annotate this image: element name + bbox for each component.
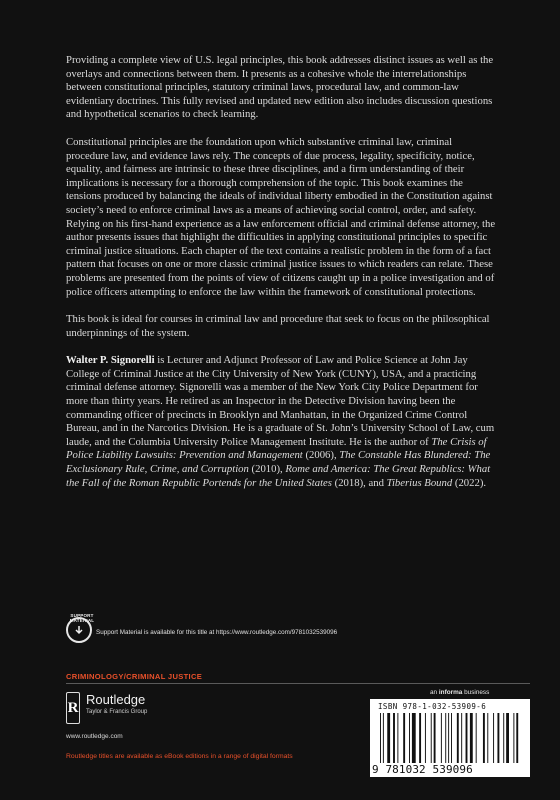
barcode-bar: [461, 713, 462, 763]
barcode-bar: [409, 713, 410, 763]
publisher-logo: [66, 692, 246, 732]
barcode-bar: [516, 713, 518, 763]
barcode-bar: [451, 713, 452, 763]
author-book-year: (2018), and: [331, 476, 387, 489]
barcode-bars: [380, 713, 520, 763]
description-paragraph-3: This book is ideal for courses in criminal law and procedure that seek to focus on the philosophical underpinnings of the system.: [66, 313, 490, 339]
barcode: [370, 699, 530, 777]
informa-prefix: an: [430, 689, 439, 696]
publisher-group: Taylor & Francis Group: [86, 709, 148, 715]
barcode-bar: [393, 713, 395, 763]
download-icon: [72, 625, 86, 635]
author-book-year: (2006),: [302, 449, 340, 462]
informa-tagline: [430, 689, 489, 696]
routledge-logo-icon: R: [66, 692, 80, 724]
barcode-bar: [441, 713, 442, 763]
description-paragraph-1: Providing a complete view of U.S. legal principles, this book addresses distinct issues as well as the overlays and connections between them. It presents as a cohesive whole the interrelationships between constitutional principles, statutory criminal laws, procedural law, and common-law evidentiary doctrines. This fully revised and updated new edition also includes discussion questions and hypothetical scenarios to check learning.: [66, 54, 494, 121]
informa-suffix: business: [462, 689, 490, 696]
support-material-link[interactable]: Support Material is available for this title at https://www.routledge.com/9781032539096: [96, 629, 338, 636]
author-book-title: The Crisis of Police Liability Lawsuits: Prevention and Management: [66, 435, 487, 462]
barcode-bar: [383, 713, 384, 763]
subject-category: CRIMINOLOGY/CRIMINAL JUSTICE: [66, 672, 203, 681]
book-description: [66, 54, 496, 490]
author-bio: [66, 354, 496, 490]
barcode-bar: [476, 713, 477, 763]
author-book-title: The Constable Has Blundered: The Exclusionary Rule, Crime, and Corruption: [66, 449, 491, 476]
barcode-bar: [403, 713, 405, 763]
barcode-bar: [397, 713, 398, 763]
support-material-badge-label: SUPPORT MATERIAL: [69, 613, 95, 623]
barcode-bar: [445, 713, 446, 763]
barcode-bar: [483, 713, 485, 763]
barcode-bar: [434, 713, 436, 763]
barcode-bar: [457, 713, 459, 763]
barcode-bar: [419, 713, 421, 763]
barcode-bar: [497, 713, 499, 763]
informa-brand: informa: [438, 689, 463, 696]
author-book-year: (2022).: [452, 476, 487, 489]
barcode-bar: [431, 713, 432, 763]
barcode-bar: [513, 713, 514, 763]
barcode-bar: [412, 713, 416, 763]
barcode-bar: [503, 713, 504, 763]
barcode-bar: [425, 713, 426, 763]
barcode-bar: [470, 713, 473, 763]
isbn-label: ISBN 978-1-032-53909-6: [378, 702, 487, 711]
divider: [66, 683, 530, 684]
barcode-bar: [387, 713, 390, 763]
publisher-name: Routledge: [86, 692, 146, 707]
author-bio-text: is Lecturer and Adjunct Professor of Law and Police Science at John Jay College of Criminal Justice at the City University of New York (CUNY), USA, and a practicing criminal defense attorney. Signorelli was a member of the New York City Police Department for more than thirty years. He retired as an Inspector in the Detective Division having been the commanding officer of precincts in Brooklyn and Manhattan, in the Organized Crime Control Bureau, and in the Narcotics Division. He is a graduate of St. John’s University School of Law, cum laude, and the Columbia University Police Management Institute. He is the author of: [66, 354, 495, 448]
author-name: Walter P. Signorelli: [66, 354, 155, 367]
isbn-digits: 9 781032 539096: [372, 763, 473, 776]
barcode-bar: [380, 713, 381, 763]
support-material-block: [66, 613, 506, 647]
barcode-bar: [466, 713, 468, 763]
barcode-bar: [493, 713, 494, 763]
support-material-icon: [66, 613, 95, 643]
description-paragraph-2: Constitutional principles are the foundation upon which substantive criminal law, criminal procedure law, and evidence laws rely. The concepts of due process, legality, specificity, notice, equality, and fairness are intrinsic to these three disciplines, and a firm understanding of their implications is necessary for a thorough comprehension of the topic. This book examines the tensions produced by balancing the ideals of individual liberty embodied in the Constitution against society’s need to enforce criminal laws as a means of achieving social control, order, and safety. Relying on his first-hand experience as a law enforcement official and criminal defense attorney, the author presents issues that highlight the difficulties in applying constitutional principles to specific criminal justice situations. Each chapter of the text contains a realistic problem in the form of a fact pattern that focuses on one or more classic criminal justice issues to which readers can relate. These problems are presented from the points of view of citizens caught up in a police investigation and of police officers attempting to enforce the law within the framework of constitutional protections.: [66, 135, 496, 298]
author-book-title: Rome and America: The Great Republics: What the Fall of the Roman Republic Portends for the United States: [66, 463, 491, 489]
ebook-note: Routledge titles are available as eBook editions in a range of digital formats: [66, 753, 293, 760]
barcode-bar: [487, 713, 488, 763]
barcode-bar: [448, 713, 449, 763]
barcode-bar: [506, 713, 509, 763]
author-book-year: (2010),: [248, 463, 286, 476]
author-book-title: Tiberius Bound: [386, 476, 453, 489]
publisher-url[interactable]: www.routledge.com: [66, 733, 123, 740]
